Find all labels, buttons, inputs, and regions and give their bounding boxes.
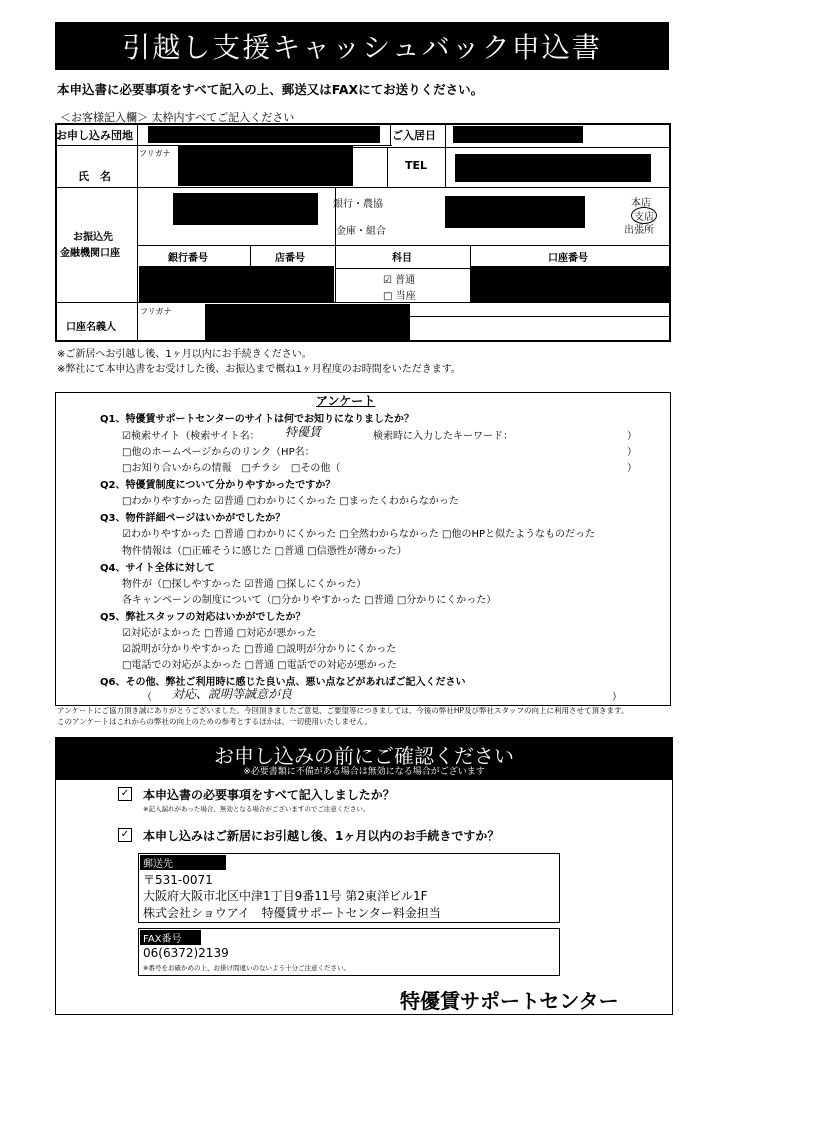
check2-box[interactable]: ✓: [118, 828, 132, 842]
q2-options[interactable]: □わかりやすかった ☑普通 □わかりにくかった □まったくわからなかった: [122, 496, 459, 507]
redacted-branch-name: [445, 196, 585, 228]
q6-close-paren: ）: [612, 692, 622, 703]
apply-complex-label: お申し込み団地: [56, 129, 133, 142]
redacted-complex: [148, 126, 380, 143]
branch-label: 支店: [631, 207, 657, 224]
q6-comment-handwritten: 対応、説明等誠意が良: [172, 687, 293, 701]
redacted-holder-name: [205, 304, 410, 340]
branch-no-label: 店番号: [275, 253, 305, 264]
footnote-2: このアンケートはこれからの弊社の向上のための参考とするほかは、一切使用いたしません。: [57, 717, 372, 726]
q5-response[interactable]: ☑対応がよかった □普通 □対応が悪かった: [122, 628, 317, 639]
head-office-label: 本店: [631, 198, 651, 209]
q4-campaign[interactable]: 各キャンペーンの制度について（□分かりやすかった □普通 □分かりにくかった）: [122, 595, 497, 606]
q1-paren-1: ）: [627, 431, 637, 442]
q2: Q2、特優賃制度について分かりやすかったですか？: [100, 480, 336, 491]
q6: Q6、その他、弊社ご利用時に感じた良い点、悪い点などがあればご記入ください: [100, 677, 466, 688]
q5-explain[interactable]: ☑説明が分かりやすかった □普通 □説明が分かりにくかった: [122, 644, 397, 655]
ordinary-option[interactable]: ☑ 普通: [383, 275, 416, 286]
q1-search-site[interactable]: ☑検索サイト（検索サイト名：: [122, 431, 260, 442]
bank-type-label: 銀行・農協: [333, 199, 383, 210]
mail-tag: 郵送先: [140, 855, 226, 870]
financial-inst-label: 金融機関口座: [60, 248, 120, 259]
q6-open-paren: （: [142, 692, 152, 703]
subject-label: 科目: [392, 253, 412, 264]
fax-tag: FAX番号: [140, 930, 201, 945]
q1: Q1、特優賃サポートセンターのサイトは何でお知りになりましたか？: [100, 414, 415, 425]
q1-site-handwritten: 特優賃: [285, 425, 322, 439]
sub-office-label: 出張所: [624, 225, 654, 236]
mail-address: 大阪府大阪市北区中津1丁目9番11号 第2東洋ビル1F: [143, 889, 428, 903]
shinkin-label: 金庫・組合: [336, 226, 386, 237]
bank-no-label: 銀行番号: [168, 253, 208, 264]
account-holder-label: 口座名義人: [66, 322, 116, 333]
brand-name: 特優賃サポートセンター: [400, 989, 619, 1013]
name-label: 氏 名: [78, 170, 111, 183]
q1-paren-2: ）: [627, 447, 637, 458]
mail-company: 株式会社ショウアイ 特優賃サポートセンター料金担当: [143, 906, 441, 920]
redacted-tel: [455, 154, 651, 182]
q3-options[interactable]: ☑わかりやすかった □普通 □わかりにくかった □全然わからなかった □他のHPと似たようなものだった: [122, 529, 596, 540]
check1-box[interactable]: ✓: [118, 787, 132, 801]
furigana-label: フリガナ: [139, 149, 171, 158]
note-1: ※ご新居へお引越し後、1ヶ月以内にお手続きください。: [57, 349, 312, 360]
tel-label: TEL: [405, 159, 428, 172]
account-no-label: 口座番号: [548, 253, 588, 264]
q5: Q5、弊社スタッフの対応はいかがでしたか？: [100, 612, 306, 623]
footnote-1: アンケートにご協力頂き誠にありがとうございました。今回頂きましたご意見、ご要望等につきましては、今後の弊社HP及び弊社スタッフの向上に利用させて頂きます。: [57, 706, 629, 715]
redacted-bank-name: [173, 193, 318, 225]
q1-keyword: 検索時に入力したキーワード：: [373, 431, 513, 442]
q4: Q4、サイト全体に対して: [100, 563, 215, 574]
check1-note: ※記入漏れがあった場合、無効となる場合がございますのでご注意ください。: [143, 805, 370, 813]
customer-section-label: ＜お客様記入欄＞ 太枠内すべてご記入ください: [60, 111, 295, 124]
redacted-account-no: [470, 266, 670, 302]
furigana2-label: フリガナ: [140, 307, 172, 316]
q4-property[interactable]: 物件が（□探しやすかった ☑普通 □探しにくかった）: [122, 579, 367, 590]
current-option[interactable]: □ 当座: [383, 291, 416, 302]
confirm-header: [56, 738, 672, 780]
transfer-dest-label: お振込先: [73, 232, 113, 243]
q1-paren-3: ）: [627, 463, 637, 474]
q3: Q3、物件詳細ページはいかがでしたか？: [100, 513, 286, 524]
redacted-bank-no: [139, 266, 334, 302]
fax-note: ※番号をお確かめの上、お掛け間違いのないよう十分ご注意ください。: [143, 964, 350, 972]
survey-title: アンケート: [316, 394, 376, 408]
confirm-subtitle: ※必要書類に不備がある場合は無効になる場合がございます: [243, 767, 485, 777]
q1-link[interactable]: □他のホームページからのリンク（HP名：: [122, 447, 315, 458]
ordinary-label: 普通: [395, 275, 416, 286]
q5-phone[interactable]: □電話での対応がよかった □普通 □電話での対応が悪かった: [122, 660, 397, 671]
form-title: 引越し支援キャッシュバック申込書: [55, 22, 669, 70]
q1-other[interactable]: □お知り合いからの情報 □チラシ □その他（: [122, 463, 341, 474]
redacted-name: [178, 146, 353, 186]
move-in-date-label: ご入居日: [392, 129, 436, 142]
q3-info[interactable]: 物件情報は（□正確そうに感じた □普通 □信憑性が薄かった）: [122, 546, 407, 557]
confirm-title: お申し込みの前にご確認ください: [214, 744, 514, 768]
fax-number: 06(6372)2139: [143, 946, 229, 960]
check2-text: 本申し込みはご新居にお引越し後、1ヶ月以内のお手続きですか？: [143, 829, 500, 843]
mail-zip: 〒531-0071: [143, 873, 213, 887]
redacted-move-in-date: [453, 126, 583, 143]
instruction-text: 本申込書に必要事項をすべて記入の上、郵送又はFAXにてお送りください。: [57, 82, 484, 97]
current-label: 当座: [395, 291, 416, 302]
note-2: ※弊社にて本申込書をお受けした後、お振込まで概ね1ヶ月程度のお時間をいただきます。: [57, 364, 461, 375]
check1-text: 本申込書の必要事項をすべて記入しましたか？: [143, 788, 395, 802]
